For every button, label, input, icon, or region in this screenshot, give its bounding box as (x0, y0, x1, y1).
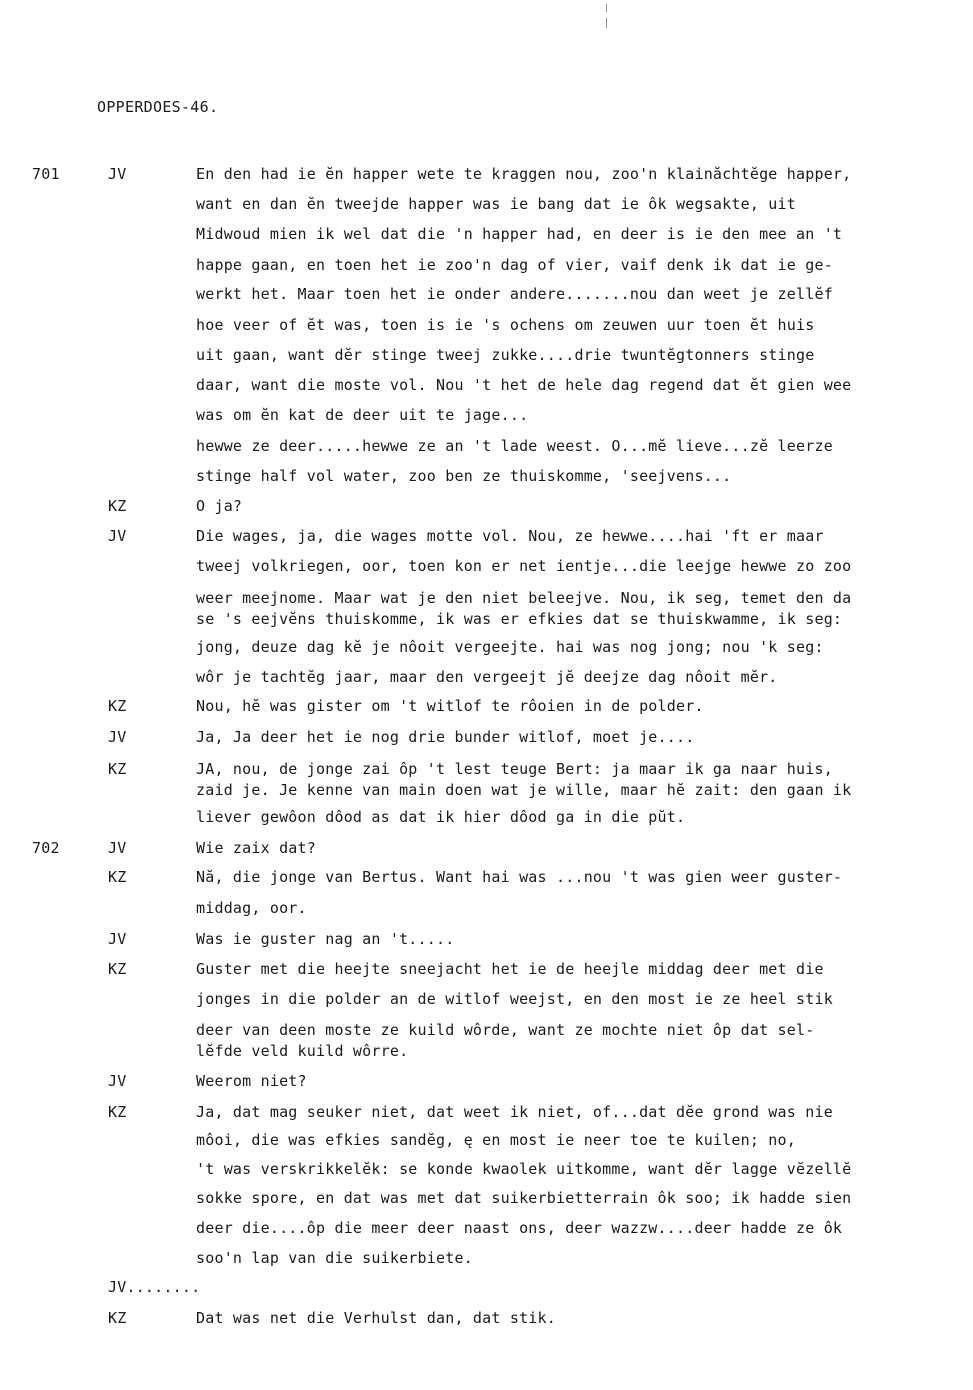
margin-tick-mark (606, 4, 607, 12)
transcript-line (0, 1072, 973, 1092)
speaker-label: JV (108, 1072, 127, 1090)
transcript-line (0, 1042, 973, 1062)
utterance-text: se 's eejvĕns thuiskomme, ik was er efkies dat se thuiskwamme, ik seg: (196, 610, 843, 628)
utterance-text: O ja? (196, 497, 243, 515)
utterance-text: daar, want die moste vol. Nou 't het de hele dag regend dat ĕt gien wee (196, 376, 852, 394)
utterance-text: liever gewôon dôod as dat ik hier dôod ga in die pŭt. (196, 808, 686, 826)
transcript-line (0, 610, 973, 630)
utterance-text: Weerom niet? (196, 1072, 307, 1090)
transcript-line (0, 728, 973, 748)
utterance-text: 't was verskrikkelĕk: se konde kwaolek uitkomme, want dĕr lagge vĕzellĕ (196, 1160, 852, 1178)
speaker-label: JV (108, 527, 127, 545)
utterance-text: Die wages, ja, die wages motte vol. Nou, ze hewwe....hai 'ft er maar (196, 527, 824, 545)
transcript-line (0, 165, 973, 185)
transcript-line (0, 930, 973, 950)
transcript-line (0, 1309, 973, 1329)
utterance-text: werkt het. Maar toen het ie onder andere.......nou dan weet je zellĕf (196, 285, 833, 303)
transcript-line (0, 256, 973, 276)
utterance-text: tweej volkriegen, oor, toen kon er net ientje...die leejge hewwe zo zoo (196, 557, 852, 575)
transcript-line (0, 839, 973, 859)
utterance-text: stinge half vol water, zoo ben ze thuiskomme, 'seejvens... (196, 467, 732, 485)
transcript-line (0, 406, 973, 426)
utterance-text: want en dan ĕn tweejde happer was ie bang dat ie ôk wegsakte, uit (196, 195, 796, 213)
transcript-line (0, 225, 973, 245)
margin-tick-mark (606, 18, 607, 28)
utterance-text: lĕfde veld kuild wôrre. (196, 1042, 409, 1060)
utterance-text: Was ie guster nag an 't..... (196, 930, 455, 948)
transcript-line (0, 527, 973, 547)
line-number: 702 (32, 839, 60, 857)
transcript-line (0, 557, 973, 577)
speaker-label: JV (108, 165, 127, 183)
utterance-text: Nou, hĕ was gister om 't witlof te rôoien in de polder. (196, 697, 704, 715)
utterance-text: hoe veer of ĕt was, toen is ie 's ochens om zeuwen uur toen ĕt huis (196, 316, 815, 334)
utterance-text: Dat was net die Verhulst dan, dat stik. (196, 1309, 556, 1327)
transcript-line (0, 960, 973, 980)
transcript-line (0, 1189, 973, 1209)
transcript-line (0, 868, 973, 888)
speaker-label: JV (108, 930, 127, 948)
line-number: 701 (32, 165, 60, 183)
utterance-text: Ja, dat mag seuker niet, dat weet ik niet, of...dat dĕe grond was nie (196, 1103, 833, 1121)
utterance-text: Nă, die jonge van Bertus. Want hai was ...nou 't was gien weer guster- (196, 868, 843, 886)
utterance-text: Guster met die heejte sneejacht het ie de heejle middag deer met die (196, 960, 824, 978)
transcript-line (0, 1278, 973, 1298)
page-header: OPPERDOES-46. (97, 98, 219, 116)
utterance-text: môoi, die was efkies sandĕg, ę en most ie neer toe te kuilen; no, (196, 1131, 796, 1149)
transcript-line (0, 589, 973, 609)
transcript-line (0, 285, 973, 305)
speaker-label: JV (108, 728, 127, 746)
utterance-text: soo'n lap van die suikerbiete. (196, 1249, 473, 1267)
transcript-line (0, 497, 973, 517)
transcript-line (0, 899, 973, 919)
utterance-text: hewwe ze deer.....hewwe ze an 't lade weest. O...mĕ lieve...zĕ leerze (196, 437, 833, 455)
transcript-line (0, 1131, 973, 1151)
utterance-text: was om ĕn kat de deer uit te jage... (196, 406, 529, 424)
transcript-line (0, 1103, 973, 1123)
transcript-line (0, 668, 973, 688)
transcript-line (0, 697, 973, 717)
utterance-text: JA, nou, de jonge zai ôp 't lest teuge Bert: ja maar ik ga naar huis, (196, 760, 833, 778)
transcript-line (0, 760, 973, 780)
transcript-line (0, 638, 973, 658)
speaker-label: KZ (108, 868, 127, 886)
transcript-line (0, 316, 973, 336)
utterance-text: jong, deuze dag kĕ je nôoit vergeejte. hai was nog jong; nou 'k seg: (196, 638, 824, 656)
speaker-label: KZ (108, 697, 127, 715)
utterance-text: Wie zaix dat? (196, 839, 316, 857)
speaker-label: KZ (108, 760, 127, 778)
speaker-label: KZ (108, 960, 127, 978)
speaker-label: KZ (108, 1103, 127, 1121)
utterance-text: deer die....ôp die meer deer naast ons, deer wazzw....deer hadde ze ôk (196, 1219, 843, 1237)
transcript-line (0, 195, 973, 215)
transcript-line (0, 990, 973, 1010)
utterance-text: En den had ie ĕn happer wete te kraggen nou, zoo'n klainăchtĕge happer, (196, 165, 852, 183)
transcript-line (0, 808, 973, 828)
speaker-label: JV........ (108, 1278, 201, 1296)
utterance-text: weer meejnome. Maar wat je den niet beleejve. Nou, ik seg, temet den da (196, 589, 852, 607)
utterance-text: middag, oor. (196, 899, 307, 917)
transcript-line (0, 1249, 973, 1269)
utterance-text: happe gaan, en toen het ie zoo'n dag of vier, vaif denk ik dat ie ge- (196, 256, 833, 274)
speaker-label: JV (108, 839, 127, 857)
transcript-line (0, 1021, 973, 1041)
transcript-line (0, 781, 973, 801)
utterance-text: sokke spore, en dat was met dat suikerbietterrain ôk soo; ik hadde sien (196, 1189, 852, 1207)
transcript-line (0, 376, 973, 396)
utterance-text: uit gaan, want dĕr stinge tweej zukke....drie twuntĕgtonners stinge (196, 346, 815, 364)
speaker-label: KZ (108, 497, 127, 515)
speaker-label: KZ (108, 1309, 127, 1327)
transcript-line (0, 467, 973, 487)
utterance-text: wôr je tachtĕg jaar, maar den vergeejt jĕ deejze dag nôoit mĕr. (196, 668, 778, 686)
utterance-text: jonges in die polder an de witlof weejst, en den most ie ze heel stik (196, 990, 833, 1008)
transcript-line (0, 437, 973, 457)
utterance-text: Midwoud mien ik wel dat die 'n happer had, en deer is ie den mee an 't (196, 225, 843, 243)
transcript-line (0, 346, 973, 366)
transcript-line (0, 1219, 973, 1239)
utterance-text: deer van deen moste ze kuild wôrde, want ze mochte niet ôp dat sel- (196, 1021, 815, 1039)
transcript-line (0, 1160, 973, 1180)
utterance-text: zaid je. Je kenne van main doen wat je wille, maar hĕ zait: den gaan ik (196, 781, 852, 799)
utterance-text: Ja, Ja deer het ie nog drie bunder witlof, moet je.... (196, 728, 695, 746)
